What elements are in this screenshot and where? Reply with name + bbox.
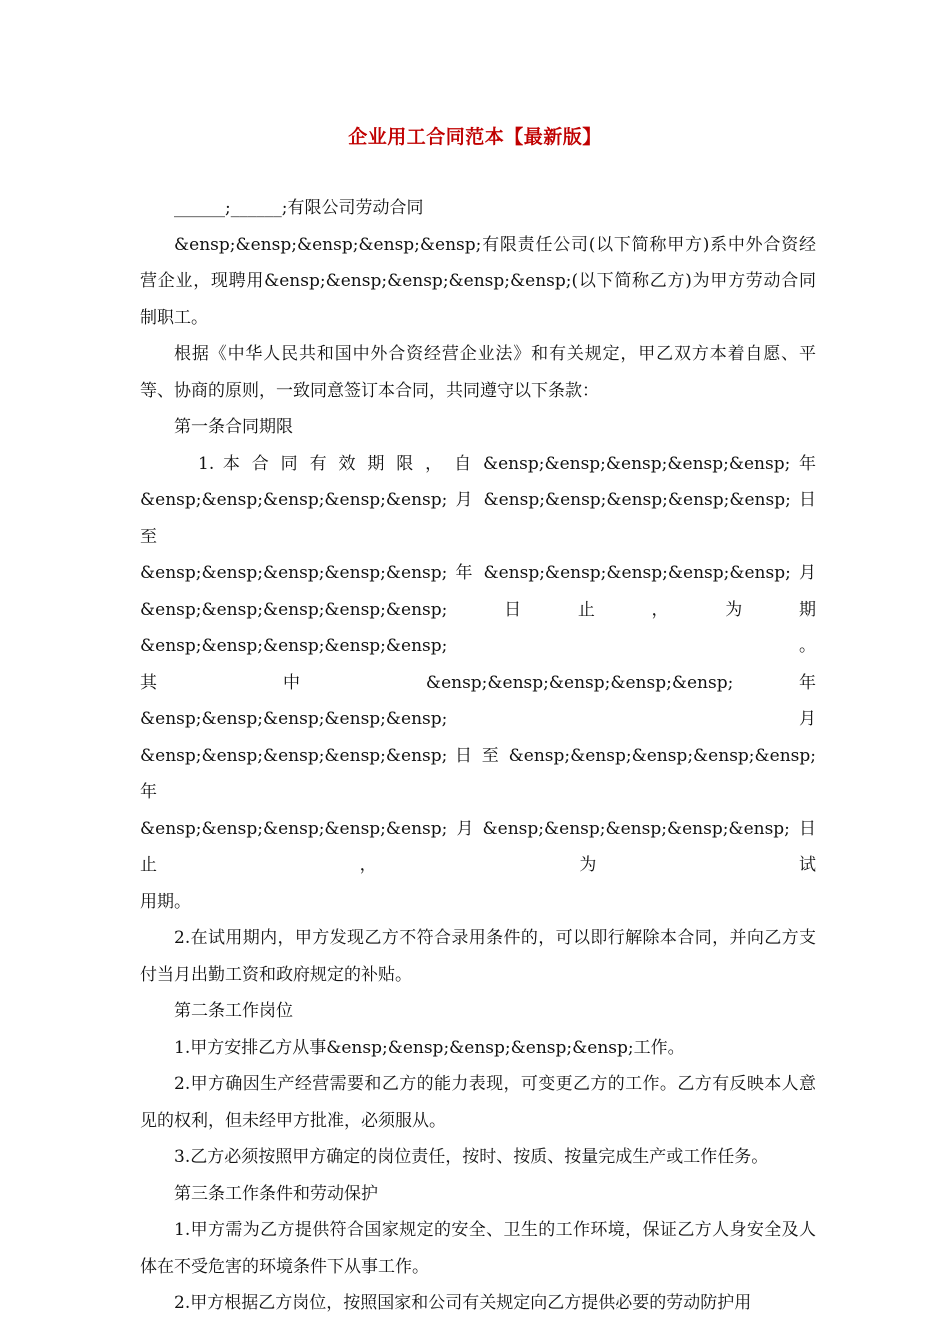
paragraph-basis: 根据《中华人民共和国中外合资经营企业法》和有关规定，甲乙双方本着自愿、平等、协商的原则，一致同意签订本合同，共同遵守以下条款： [140,344,816,401]
paragraph-term-line-8: 用期。 [140,891,191,912]
document-title: 企业用工合同范本【最新版】 [348,126,602,148]
paragraph-work-environment: 1.甲方需为乙方提供符合国家规定的安全、卫生的工作环境，保证乙方人身安全及人体在不受危害的环境条件下从事工作。 [140,1220,816,1277]
paragraph-job-change: 2.甲方确因生产经营需要和乙方的能力表现，可变更乙方的工作。乙方有反映本人意见的权利，但未经甲方批准，必须服从。 [140,1074,816,1131]
paragraph-parties: &ensp;&ensp;&ensp;&ensp;&ensp;有限责任公司(以下简称甲方)系中外合资经营企业，现聘用&ensp;&ensp;&ensp;&ensp;&ensp;(以下简称乙方)为甲方劳动合同制职工。 [140,234,816,328]
paragraph-protective-equipment: 2.甲方根据乙方岗位，按照国家和公司有关规定向乙方提供必要的劳动防护用 [174,1293,752,1313]
paragraph-term-line-6: &ensp;&ensp;&ensp;&ensp;&ensp; 日 至 &ensp;&ensp;&ensp;&ensp;&ensp; 年 [140,745,816,802]
paragraph-probation: 2.在试用期内，甲方发现乙方不符合录用条件的，可以即行解除本合同，并向乙方支付当月出勤工资和政府规定的补贴。 [140,928,816,985]
paragraph-job-assignment: 1.甲方安排乙方从事&ensp;&ensp;&ensp;&ensp;&ensp;工作。 [174,1037,685,1058]
document-body [140,190,816,1322]
paragraph-term-line-5: 其 中 &ensp;&ensp;&ensp;&ensp;&ensp; 年 &ensp;&ensp;&ensp;&ensp;&ensp; 月 [140,672,816,729]
paragraph-job-duty: 3.乙方必须按照甲方确定的岗位责任，按时、按质、按量完成生产或工作任务。 [174,1147,769,1167]
heading-article-1: 第一条合同期限 [174,417,293,437]
paragraph-term-line-1: 1. 本 合 同 有 效 期 限 ， 自 &ensp;&ensp;&ensp;&ensp;&ensp; 年 [198,453,816,474]
paragraph-term-line-2: &ensp;&ensp;&ensp;&ensp;&ensp; 月 &ensp;&ensp;&ensp;&ensp;&ensp; 日 至 [140,490,816,547]
paragraph-term-line-3: &ensp;&ensp;&ensp;&ensp;&ensp; 年 &ensp;&ensp;&ensp;&ensp;&ensp; 月 [140,563,816,583]
heading-article-2: 第二条工作岗位 [174,1001,293,1021]
heading-article-3: 第三条工作条件和劳动保护 [174,1183,378,1204]
paragraph-term-line-7: &ensp;&ensp;&ensp;&ensp;&ensp;月&ensp;&ensp;&ensp;&ensp;&ensp;日止，为试 [140,818,816,875]
paragraph-term-line-4: &ensp;&ensp;&ensp;&ensp;&ensp;日止，为期&ensp;&ensp;&ensp;&ensp;&ensp;。 [140,599,816,656]
paragraph-contract-name: ______;______;有限公司劳动合同 [174,198,424,218]
